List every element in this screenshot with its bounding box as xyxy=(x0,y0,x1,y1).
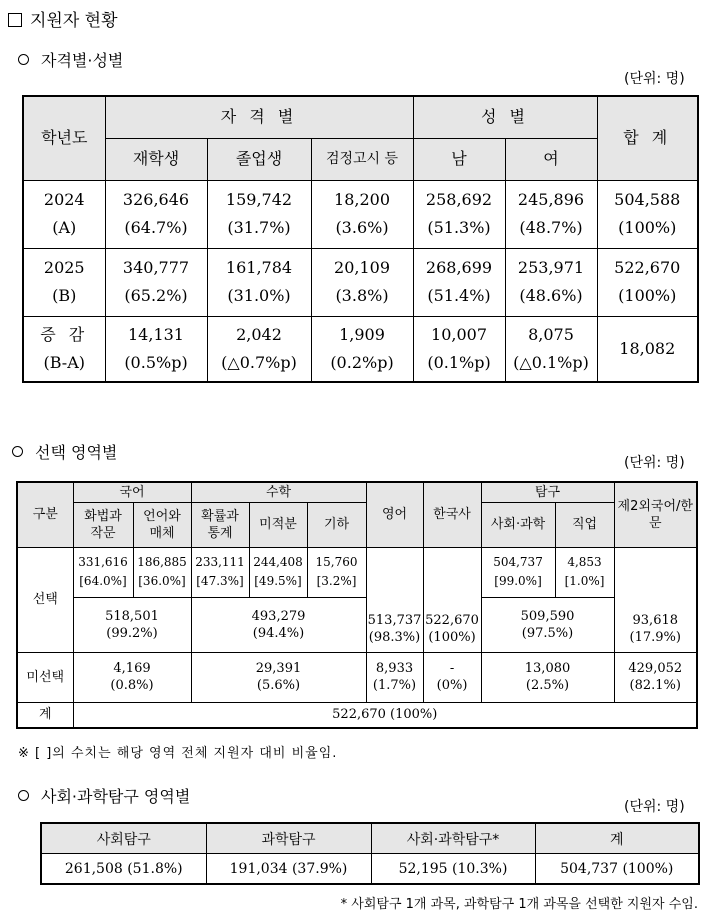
section-heading-qualification-gender: 자격별·성별 xyxy=(18,48,123,71)
cell-science: 191,034 (37.9%) xyxy=(206,854,371,885)
cell-male: 268,699 (51.4%) xyxy=(413,248,505,316)
header-year: 학년도 xyxy=(23,96,105,180)
checkbox-square-icon xyxy=(8,13,22,27)
table-row xyxy=(17,702,697,728)
circle-bullet-icon xyxy=(18,54,29,65)
header-total: 계 xyxy=(535,823,699,854)
cell-male: 258,692 (51.3%) xyxy=(413,180,505,248)
cell-soc-sci-both: 52,195 (10.3%) xyxy=(371,854,535,885)
unit-label: (단위: 명) xyxy=(624,71,685,87)
table-row xyxy=(23,316,698,382)
row-label: 2025 (B) xyxy=(23,248,105,316)
cell-inquiry-unselected: 13,080 (2.5%) xyxy=(481,652,614,702)
row-label-selected: 선택 xyxy=(17,547,73,652)
page-title: 지원자 현황 xyxy=(8,6,118,31)
row-label-total: 계 xyxy=(17,702,73,728)
cell-foreign-unselected: 429,052 (82.1%) xyxy=(614,652,697,702)
soc-sci-table xyxy=(40,822,700,885)
table-row xyxy=(17,547,697,597)
cell-vocational: 4,853 [1.0%] xyxy=(555,547,614,597)
footnote-asterisk: * 사회탐구 1개 과목, 과학탐구 1개 과목을 선택한 지원자 수임. xyxy=(340,897,698,912)
cell-female: 245,896 (48.7%) xyxy=(505,180,597,248)
header-hwabeop: 화법과 작문 xyxy=(73,502,133,547)
header-gender: 성 별 xyxy=(413,96,597,138)
cell-male: 10,007 (0.1%p) xyxy=(413,316,505,382)
table-row xyxy=(17,597,697,652)
cell-soc-sci: 504,737 [99.0%] xyxy=(481,547,555,597)
table-row xyxy=(41,854,699,885)
cell-inquiry-selected: 509,590 (97.5%) xyxy=(481,597,614,652)
header-male: 남 xyxy=(413,138,505,180)
qualification-gender-table xyxy=(22,95,699,383)
row-label-unselected: 미선택 xyxy=(17,652,73,702)
unit-label: (단위: 명) xyxy=(624,455,685,471)
header-english: 영어 xyxy=(366,482,423,547)
cell-math-unselected: 29,391 (5.6%) xyxy=(191,652,366,702)
table-row xyxy=(17,652,697,702)
cell-prob-stat: 233,111 [47.3%] xyxy=(191,547,249,597)
cell-total: 18,082 xyxy=(597,316,698,382)
cell-enrolled: 340,777 (65.2%) xyxy=(105,248,207,316)
cell-total: 522,670 (100%) xyxy=(597,248,698,316)
cell-english-unselected: 8,933 (1.7%) xyxy=(366,652,423,702)
cell-graduate: 161,784 (31.0%) xyxy=(207,248,311,316)
header-vocational: 직업 xyxy=(555,502,614,547)
header-graduate: 졸업생 xyxy=(207,138,311,180)
header-math: 수학 xyxy=(191,482,366,502)
header-inquiry: 탐구 xyxy=(481,482,614,502)
header-enrolled: 재학생 xyxy=(105,138,207,180)
header-calculus: 미적분 xyxy=(249,502,307,547)
cell-ged: 1,909 (0.2%p) xyxy=(311,316,413,382)
cell-history-unselected: - (0%) xyxy=(423,652,481,702)
cell-ged: 20,109 (3.8%) xyxy=(311,248,413,316)
header-korean: 국어 xyxy=(73,482,191,502)
table-row xyxy=(23,180,698,248)
cell-eoneo: 186,885 [36.0%] xyxy=(133,547,191,597)
cell-korean-unselected: 4,169 (0.8%) xyxy=(73,652,191,702)
cell-graduate: 2,042 (△0.7%p) xyxy=(207,316,311,382)
circle-bullet-icon xyxy=(18,790,29,801)
header-qualification: 자 격 별 xyxy=(105,96,413,138)
cell-female: 8,075 (△0.1%p) xyxy=(505,316,597,382)
cell-total: 504,737 (100%) xyxy=(535,854,699,885)
header-female: 여 xyxy=(505,138,597,180)
cell-hwabeop: 331,616 [64.0%] xyxy=(73,547,133,597)
header-soc-sci-both: 사회·과학탐구* xyxy=(371,823,535,854)
circle-bullet-icon xyxy=(12,446,23,457)
header-total: 합 계 xyxy=(597,96,698,180)
cell-female: 253,971 (48.6%) xyxy=(505,248,597,316)
header-soc-sci: 사회·과학 xyxy=(481,502,555,547)
section-heading-subject-area: 선택 영역별 xyxy=(12,440,117,463)
header-gubun: 구분 xyxy=(17,482,73,547)
cell-ged: 18,200 (3.6%) xyxy=(311,180,413,248)
cell-foreign-selected: 93,618 (17.9%) xyxy=(614,547,697,652)
header-ged: 검정고시 등 xyxy=(311,138,413,180)
cell-enrolled: 14,131 (0.5%p) xyxy=(105,316,207,382)
table-row xyxy=(23,248,698,316)
row-label: 증 감 (B-A) xyxy=(23,316,105,382)
section-heading-soc-sci: 사회·과학탐구 영역별 xyxy=(18,784,190,807)
header-eoneo: 언어와 매체 xyxy=(133,502,191,547)
unit-label: (단위: 명) xyxy=(624,799,685,815)
cell-history-selected: 522,670 (100%) xyxy=(423,547,481,652)
header-history: 한국사 xyxy=(423,482,481,547)
cell-math-selected: 493,279 (94.4%) xyxy=(191,597,366,652)
header-science: 과학탐구 xyxy=(206,823,371,854)
header-prob-stat: 확률과 통계 xyxy=(191,502,249,547)
cell-graduate: 159,742 (31.7%) xyxy=(207,180,311,248)
cell-geometry: 15,760 [3.2%] xyxy=(307,547,366,597)
cell-total: 522,670 (100%) xyxy=(73,702,697,728)
footnote-bracket: ※ [ ]의 수치는 해당 영역 전체 지원자 대비 비율임. xyxy=(18,746,338,761)
subject-area-table xyxy=(16,481,698,729)
header-second-foreign: 제2외국어/한문 xyxy=(614,482,697,547)
row-label: 2024 (A) xyxy=(23,180,105,248)
cell-korean-selected: 518,501 (99.2%) xyxy=(73,597,191,652)
cell-total: 504,588 (100%) xyxy=(597,180,698,248)
header-social: 사회탐구 xyxy=(41,823,206,854)
header-geometry: 기하 xyxy=(307,502,366,547)
cell-english-selected: 513,737 (98.3%) xyxy=(366,547,423,652)
cell-calculus: 244,408 [49.5%] xyxy=(249,547,307,597)
cell-social: 261,508 (51.8%) xyxy=(41,854,206,885)
cell-enrolled: 326,646 (64.7%) xyxy=(105,180,207,248)
